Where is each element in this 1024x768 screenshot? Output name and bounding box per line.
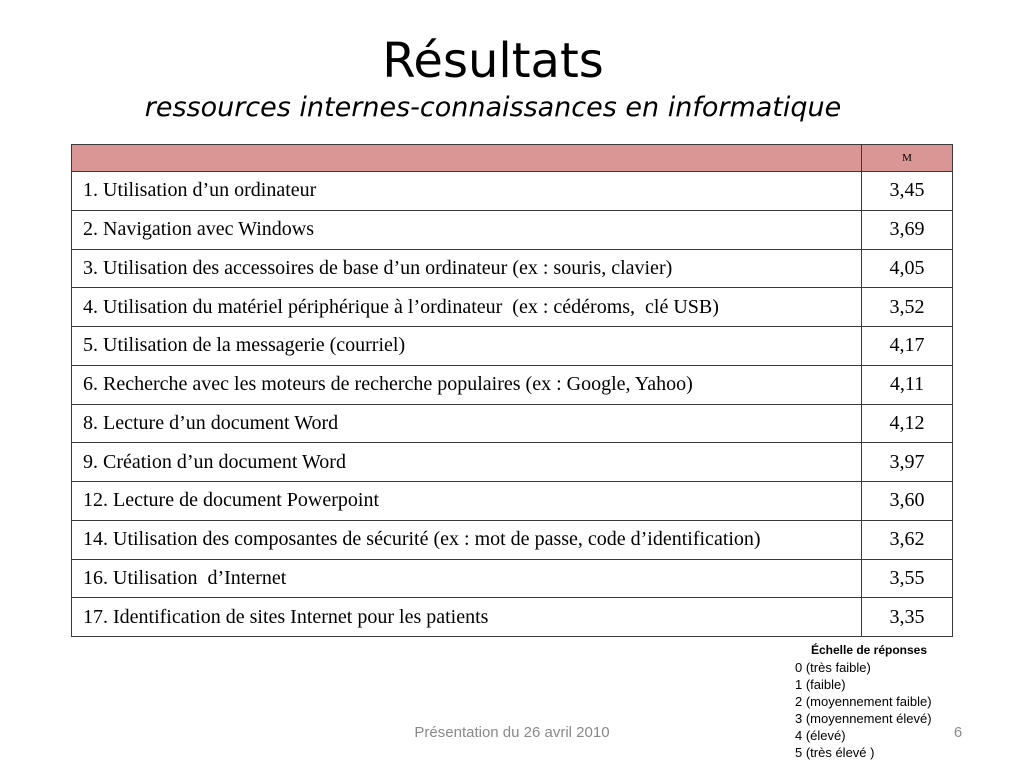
slide-footer: Présentation du 26 avril 2010 (414, 724, 610, 741)
scale-item: 0 (très faible) (795, 660, 871, 675)
scale-title: Échelle de réponses (810, 643, 928, 657)
results-table (71, 144, 953, 637)
row-label: 16. Utilisation d’Internet (72, 560, 862, 598)
table-row (72, 520, 952, 559)
table-row (72, 249, 952, 288)
table-header-row (72, 145, 952, 171)
row-mean-value: 4,12 (889, 411, 925, 434)
row-label: 9. Création d’un document Word (72, 443, 862, 481)
row-mean-value: 3,62 (889, 528, 925, 551)
row-mean-value: 3,52 (889, 295, 925, 318)
row-mean-value: 4,05 (889, 256, 925, 279)
row-mean-value: 3,55 (889, 566, 925, 589)
row-label: 17. Identification de sites Internet pour les patients (72, 598, 862, 636)
row-mean-value: 3,45 (889, 179, 925, 202)
table-row (72, 597, 952, 636)
row-label: 2. Navigation avec Windows (72, 211, 862, 249)
scale-item: 2 (moyennement faible) (795, 694, 932, 709)
slide-page-number: 6 (953, 724, 963, 741)
table-row (72, 442, 952, 481)
slide-title: Résultats (382, 33, 604, 89)
header-cell-item (72, 145, 862, 171)
header-cell-mean: M (902, 151, 912, 164)
row-label: 3. Utilisation des accessoires de base d’un ordinateur (ex : souris, clavier) (72, 250, 862, 288)
row-label: 1. Utilisation d’un ordinateur (72, 172, 862, 210)
row-mean-value: 3,35 (889, 605, 925, 628)
row-mean-value: 4,17 (889, 334, 925, 357)
row-label: 12. Lecture de document Powerpoint (72, 482, 862, 520)
row-label: 4. Utilisation du matériel périphérique à l’ordinateur (ex : cédéroms, clé USB) (72, 288, 862, 326)
row-label: 5. Utilisation de la messagerie (courriel) (72, 327, 862, 365)
table-row (72, 404, 952, 443)
table-row (72, 210, 952, 249)
table-row (72, 365, 952, 404)
table-row (72, 326, 952, 365)
row-label: 6. Recherche avec les moteurs de recherche populaires (ex : Google, Yahoo) (72, 366, 862, 404)
table-row (72, 287, 952, 326)
row-mean-value: 3,60 (889, 489, 925, 512)
row-label: 14. Utilisation des composantes de sécurité (ex : mot de passe, code d’identification) (72, 521, 862, 559)
row-mean-value: 3,69 (889, 218, 925, 241)
table-row (72, 559, 952, 598)
row-mean-value: 3,97 (889, 450, 925, 473)
scale-item: 4 (élevé) (795, 728, 846, 743)
scale-item: 3 (moyennement élevé) (795, 711, 932, 726)
row-mean-value: 4,11 (889, 373, 925, 396)
scale-item: 1 (faible) (795, 677, 846, 692)
row-label: 8. Lecture d’un document Word (72, 405, 862, 443)
slide-subtitle: ressources internes-connaissances en informatique (144, 92, 842, 123)
table-row (72, 171, 952, 210)
scale-item: 5 (très élevé ) (795, 745, 875, 760)
table-row (72, 481, 952, 520)
response-scale-legend (795, 642, 943, 761)
